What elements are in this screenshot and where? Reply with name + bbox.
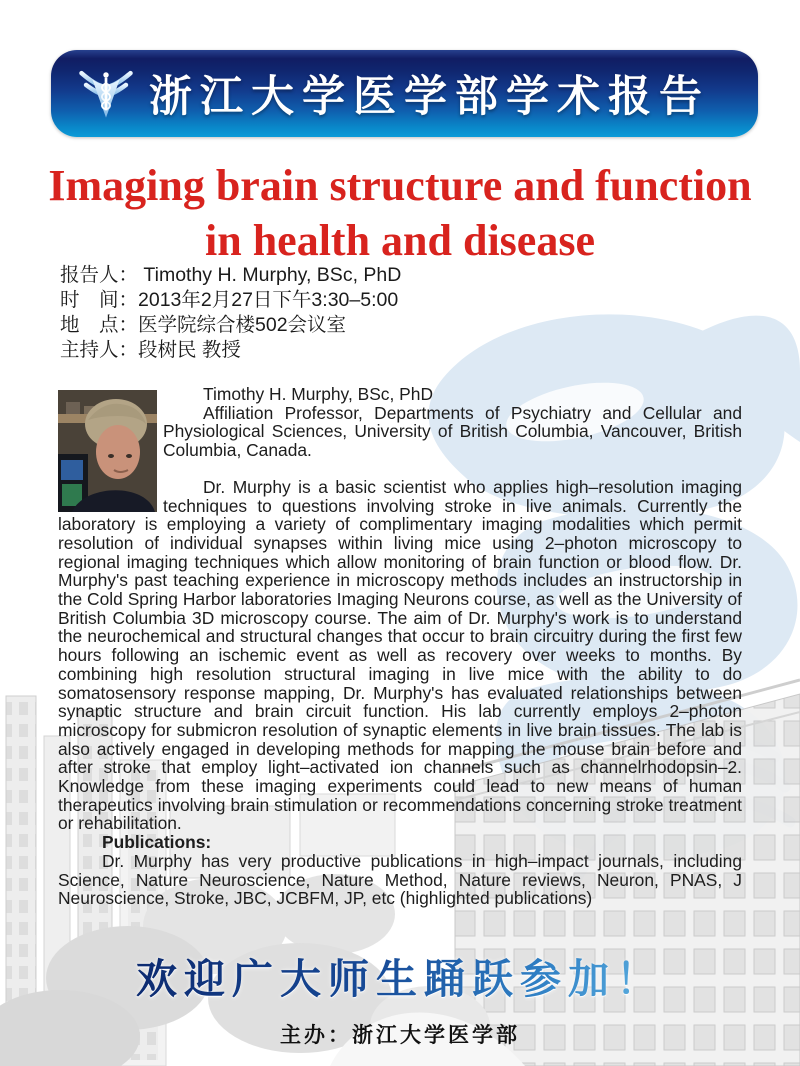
lecture-title-line2: in health and disease [205,216,595,265]
info-label: 地 点： [60,314,139,336]
info-row-location [60,313,401,338]
info-value: 医学院综合楼502会议室 [138,314,347,336]
lecture-title [0,158,800,268]
publications-heading: Publications: [102,832,212,853]
banner-title: 浙江大学医学部学术报告 [149,73,710,121]
welcome-slogan: 欢迎广大师生踊跃参加！ [136,946,664,1005]
footer [0,946,800,1049]
speaker-biography: Dr. Murphy is a basic scientist who applies high–resolution imaging techniques to questions involving stroke in live animals. Currently the laboratory is employing a variety of complimentary imaging modalities which permit resolution of individual synapses within living mice using 2–photon microscopy to regional imaging techniques which allow monitoring of brain function or blood flow. Dr. Murphy's past teaching experience in microscopy methods includes an instructorship in the Cold Spring Harbor laboratories Imaging Neurons course, as well as the University of British Columbia 3D microscopy course. The aim of Dr. Murphy's work is to understand the neurochemical and structural changes that occur to brain circuitry during the first few hours following an ischemic event as well as recovery over weeks to months. By combining high resolution structural imaging in live mice with the ability to do somatosensory response mapping, Dr. Murphy's has evaluated relationships between synaptic structure and brain circuit function. His lab currently employs 2–photon microscopy for submicron resolution of synaptic elements in live brain tissues. The lab is also actively engaged in developing methods for mapping the mouse brain before and after stroke that employ light–activated ion channels such as channelrhodopsin–2. Knowledge from these imaging experiments could lead to new means of human therapeutics involving brain stimulation or recommendations concerning stroke treatment or rehabilitation. [58,476,742,834]
info-row-time [60,288,401,313]
lecture-title-line1: Imaging brain structure and function [48,161,752,210]
info-label: 报告人： [60,264,139,286]
info-label: 时 间： [60,289,139,311]
info-label: 主持人： [60,339,139,361]
speaker-name: Timothy H. Murphy, BSc, PhD [203,384,434,404]
organizer-line: 主办：浙江大学医学部 [280,1024,520,1047]
speaker-photo [58,390,157,512]
info-value: Timothy H. Murphy, BSc, PhD [138,264,402,286]
lecture-info [60,263,401,363]
banner [51,50,758,137]
info-value: 2013年2月27日下午3:30–5:00 [138,289,399,311]
publications-text: Dr. Murphy has very productive publications in high–impact journals, including Science, Nature Neuroscience, Nature Method, Nature reviews, Neuron, PNAS, J Neuroscience, Stroke, JBC, JCBFM, JP, etc (highlighted publications) [58,850,742,909]
speaker-affiliation: Affiliation Professor, Departments of Psychiatry and Cellular and Physiological Sciences, University of British Columbia, Vancouver, British Columbia, Canada. [163,402,742,461]
speaker-bio-section [0,385,800,908]
caduceus-emblem-icon [77,65,135,123]
info-row-speaker [60,263,401,288]
info-value: 段树民 教授 [138,339,241,361]
info-row-host [60,338,401,363]
